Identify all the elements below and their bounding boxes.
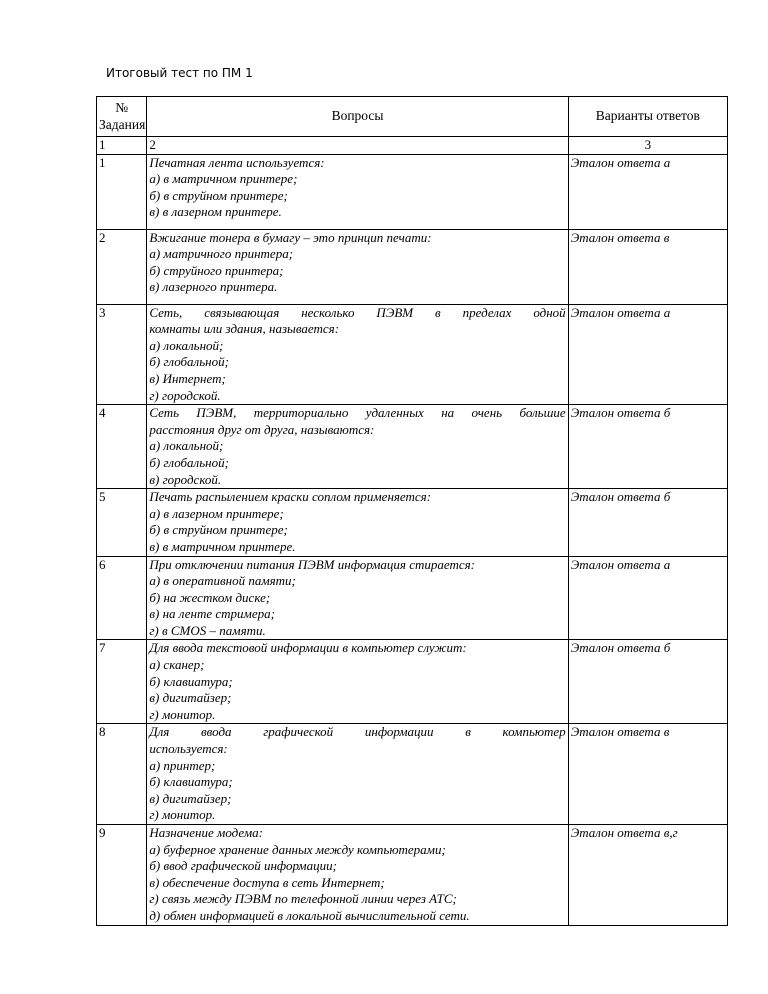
answer-option: б) клавиатура; [149,673,233,689]
answer-option: б) глобальной; [149,354,229,370]
answer-option: б) на жестком диске; [149,589,271,605]
question-text: используется: [149,741,228,757]
answer-option: б) глобальной; [149,454,229,470]
question-text: Назначение модема: [149,825,263,840]
header-answers: Варианты ответов [568,97,727,137]
answer-option: в) лазерного принтера. [149,279,278,295]
task-number: 4 [97,405,147,489]
document-title: Итоговый тест по ПМ 1 [106,66,253,80]
table-row [97,405,728,489]
task-number: 2 [97,229,147,304]
question-text: Вжигание тонера в бумагу – это принцип печати: [149,229,432,245]
question-text: Печать распылением краски соплом применяется: [149,489,432,505]
column-number-1: 1 [97,137,147,155]
column-number-3: 3 [568,137,727,155]
question-cell [147,489,568,556]
answer-option: а) локальной; [149,438,224,454]
answer-option: г) в CMOS – памяти. [149,622,266,638]
answer-option: а) матричного принтера; [149,246,294,262]
answer-option: а) сканер; [149,657,205,673]
table-row [97,640,728,724]
header-questions: Вопросы [147,97,568,137]
answer-option: б) клавиатура; [149,774,233,790]
test-table [96,96,728,926]
answer-option: в) в матричном принтере. [149,538,296,554]
task-number: 5 [97,489,147,556]
task-number: 7 [97,640,147,724]
task-number: 9 [97,825,147,926]
reference-answer: Эталон ответа б [568,640,727,724]
reference-answer: Эталон ответа б [568,405,727,489]
table-row [97,489,728,556]
table-row [97,825,728,926]
answer-option: а) в матричном принтере; [149,171,298,187]
answer-option: г) городской. [149,387,221,403]
question-cell [147,154,568,229]
question-cell [147,724,568,825]
answer-option: в) дигитайзер; [149,690,232,706]
answer-option: г) монитор. [149,807,216,823]
answer-option: в) обеспечение доступа в сеть Интернет; [149,874,385,890]
reference-answer: Эталон ответа а [568,304,727,405]
question-cell [147,825,568,926]
question-text: расстояния друг от друга, называются: [149,421,375,437]
table-row [97,304,728,405]
answer-option: а) в лазерном принтере; [149,505,284,521]
answer-option: в) Интернет; [149,370,226,386]
answer-option: а) локальной; [149,337,224,353]
question-cell [147,556,568,640]
question-cell [147,304,568,405]
reference-answer: Эталон ответа б [568,489,727,556]
header-task-label: Задания [99,116,146,132]
question-text: Сеть ПЭВМ, территориально удаленных на очень большие [149,405,566,421]
question-cell [147,229,568,304]
question-text: Для ввода текстовой информации в компьютер служит: [149,640,467,656]
question-cell [147,640,568,724]
reference-answer: Эталон ответа в [568,724,727,825]
header-task-number [97,97,147,137]
answer-option: в) на ленте стримера; [149,606,275,622]
task-number: 6 [97,556,147,640]
answer-option: а) в оперативной памяти; [149,573,296,589]
answer-option: а) принтер; [149,757,216,773]
reference-answer: Эталон ответа а [568,556,727,640]
answer-option: в) в лазерном принтере. [149,204,282,220]
header-num-sign: № [115,99,129,115]
table-row [97,556,728,640]
table-row [97,724,728,825]
question-text: комнаты или здания, называется: [149,321,340,337]
answer-option: б) ввод графической информации; [149,858,337,874]
answer-option: б) струйного принтера; [149,262,284,278]
answer-option: б) в струйном принтере; [149,187,288,203]
answer-option: г) связь между ПЭВМ по телефонной линии через АТС; [149,891,457,907]
table-row [97,229,728,304]
question-text: Сеть, связывающая несколько ПЭВМ в пределах одной [149,304,566,320]
task-number: 8 [97,724,147,825]
task-number: 1 [97,154,147,229]
reference-answer: Эталон ответа в,г [568,825,727,926]
column-number-2: 2 [147,137,568,155]
answer-option: г) монитор. [149,706,216,722]
reference-answer: Эталон ответа а [568,154,727,229]
answer-option: в) дигитайзер; [149,790,232,806]
question-cell [147,405,568,489]
question-text: Для ввода графической информации в компьютер [149,724,566,740]
column-number-row [97,137,728,155]
answer-option: д) обмен информацией в локальной вычислительной сети. [149,907,470,923]
answer-option: а) буферное хранение данных между компьютерами; [149,841,446,857]
reference-answer: Эталон ответа в [568,229,727,304]
answer-option: в) городской. [149,471,222,487]
task-number: 3 [97,304,147,405]
answer-option: б) в струйном принтере; [149,522,288,538]
question-text: При отключении питания ПЭВМ информация стирается: [149,556,475,572]
table-row [97,154,728,229]
question-text: Печатная лента используется: [149,154,325,170]
table-header-row [97,97,728,137]
